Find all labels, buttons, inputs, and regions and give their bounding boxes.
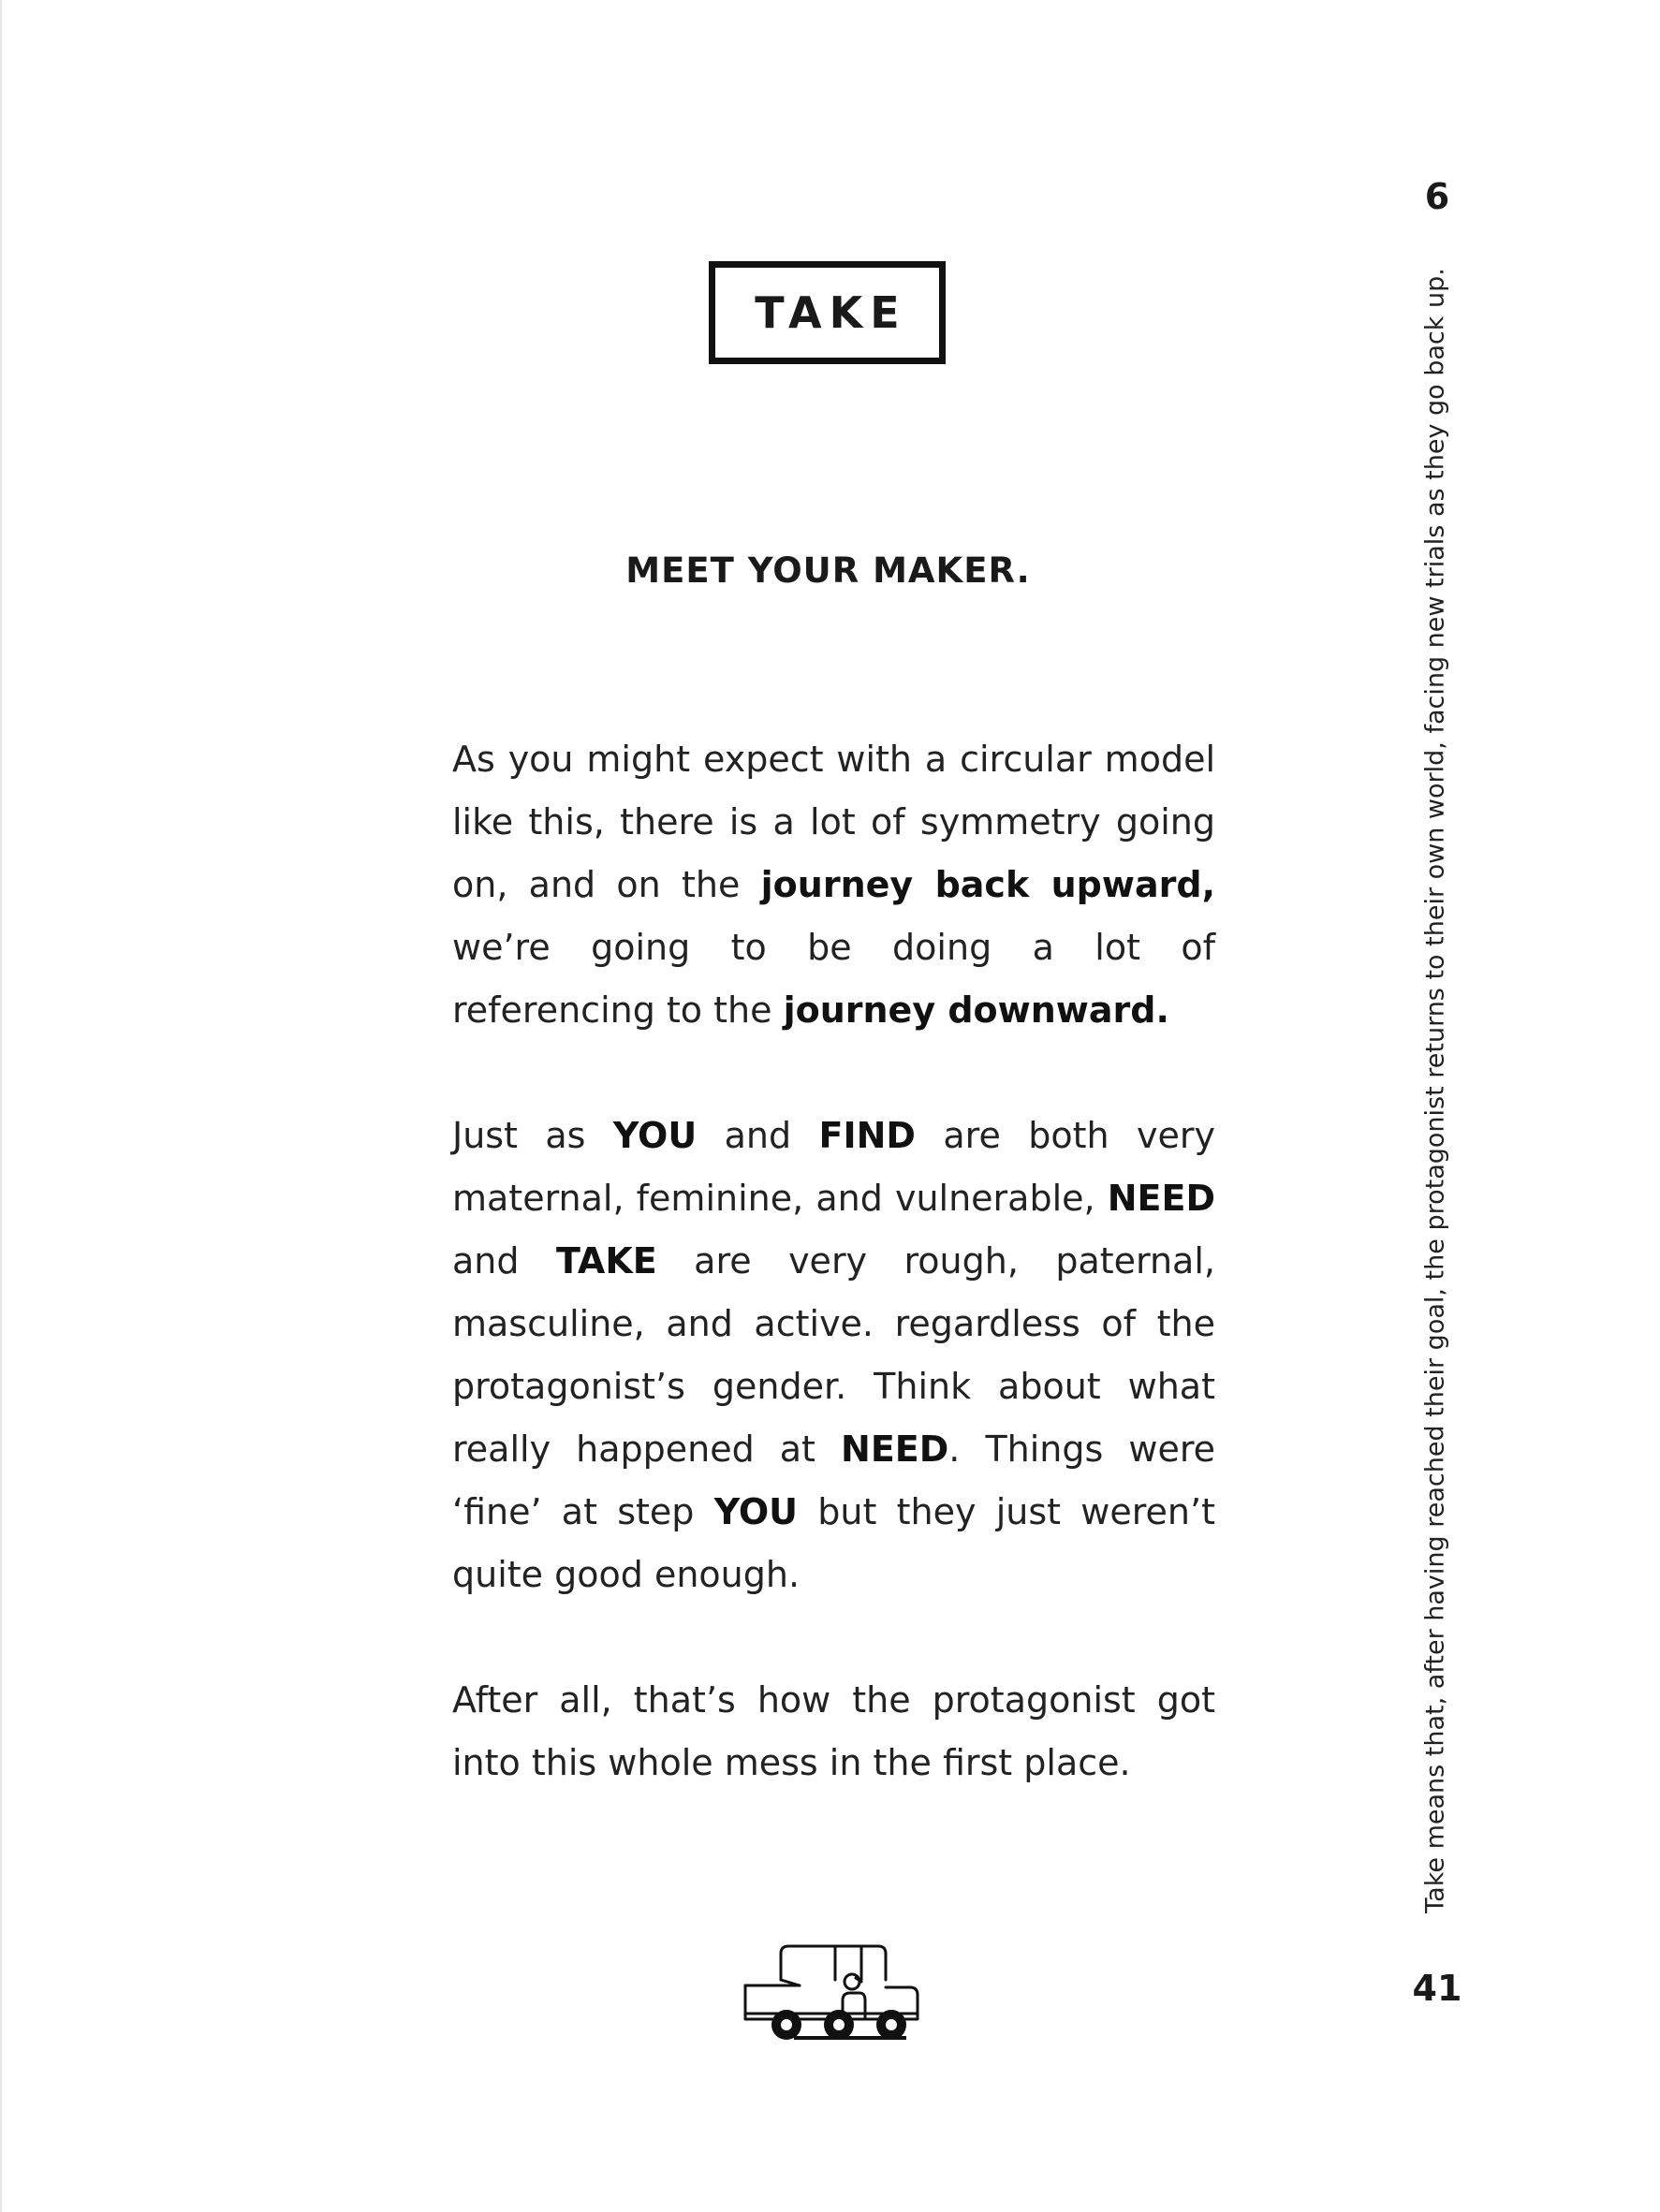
side-note: Take means that, after having reached their goal, the protagonist returns to their own world, facing new trials as they go back up. xyxy=(1420,268,1450,1913)
paragraph-3: After all, that’s how the protagonist got into this whole mess in the first place. xyxy=(452,1679,1215,1783)
chapter-number: 6 xyxy=(1424,176,1450,217)
paragraph-2 xyxy=(452,1105,1215,1606)
chapter-subtitle-text: MEET YOUR MAKER. xyxy=(625,550,1031,591)
page-number: 41 xyxy=(1412,1968,1462,2009)
text-run: As you might expect with a circular model like this, there is a lot of symmetry going on, and on the xyxy=(452,739,1215,905)
chapter-title-box xyxy=(709,261,946,364)
side-note-container xyxy=(1414,268,1457,1913)
bold-run: YOU xyxy=(713,1491,799,1532)
text-run: are very rough, paternal, masculine, and active. regardless of the protagonist’s gender. Think about what really happened at xyxy=(452,1240,1215,1470)
text-run: Just as xyxy=(452,1115,613,1156)
bold-run: journey downward. xyxy=(783,989,1169,1031)
bold-run: TAKE xyxy=(555,1240,657,1282)
body-text xyxy=(452,728,1215,1857)
bold-run: NEED xyxy=(841,1428,949,1470)
bold-run: NEED xyxy=(1107,1178,1215,1219)
bold-run: journey back upward, xyxy=(760,864,1215,905)
page-edge xyxy=(0,0,2,2212)
text-run: are both very maternal, feminine, and vulnerable, xyxy=(452,1115,1215,1219)
chapter-subtitle xyxy=(0,550,1660,591)
text-run: we’re going to be doing a lot of referencing to the xyxy=(452,927,1215,1031)
text-run: and xyxy=(452,1240,556,1282)
text-run: but they just weren’t quite good enough. xyxy=(452,1491,1215,1595)
car-icon xyxy=(738,1933,925,2045)
text-run: . Things were ‘fine’ at step xyxy=(452,1428,1215,1532)
bold-run: FIND xyxy=(818,1115,916,1156)
text-run: and xyxy=(697,1115,819,1156)
paragraph-1 xyxy=(452,728,1215,1042)
chapter-title: TAKE xyxy=(755,287,907,338)
bold-run: YOU xyxy=(612,1115,698,1156)
